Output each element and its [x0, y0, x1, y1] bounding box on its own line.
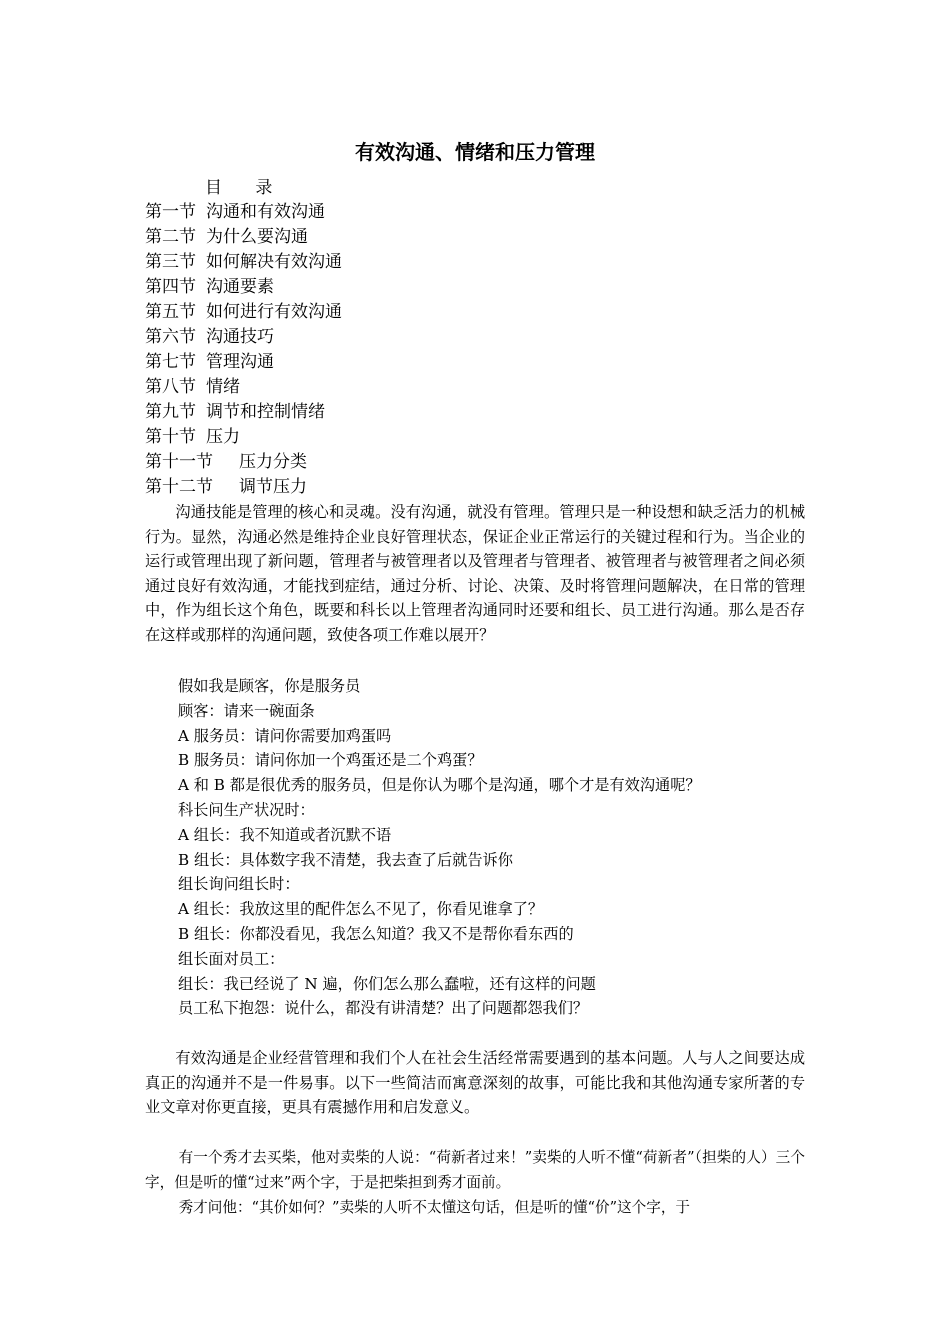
toc-item — [145, 275, 342, 300]
toc-item — [145, 450, 342, 475]
dialog-line: B 组长：具体数字我不清楚，我去查了后就告诉你 — [178, 850, 513, 869]
toc-section-number: 第八节 — [145, 377, 196, 397]
dialog-line: B 组长：你都没看见，我怎么知道？我又不是帮你看东西的 — [178, 924, 574, 943]
toc-section-name: 如何解决有效沟通 — [206, 252, 342, 272]
toc-section-number: 第四节 — [145, 277, 196, 297]
toc-section-number: 第一节 — [145, 202, 196, 222]
intro-section — [145, 500, 805, 648]
toc-section-number: 第七节 — [145, 352, 196, 372]
dialog-line: 假如我是顾客，你是服务员 — [178, 677, 361, 695]
effective-paragraph: 有效沟通是企业经营管理和我们个人在社会生活经常需要遇到的基本问题。人与人之间要达成真正的沟通并不是一件易事。以下一些简洁而寓意深刻的故事，可能比我和其他沟通专家所著的专业文章对你更直接，更具有震撼作用和启发意义。 — [145, 1049, 805, 1117]
toc-section-number: 第六节 — [145, 327, 196, 347]
toc-item — [145, 200, 342, 225]
effective-communication-section — [145, 1046, 805, 1120]
toc-section-number: 第十一节 — [145, 452, 213, 472]
toc-section-name: 调节压力 — [239, 477, 307, 497]
dialog-line: A 服务员：请问你需要加鸡蛋吗 — [178, 726, 392, 745]
toc-section-name: 压力 — [206, 427, 240, 447]
toc-section-number: 第三节 — [145, 252, 196, 272]
toc-section-number: 第二节 — [145, 227, 196, 247]
toc-section-number: 第十节 — [145, 427, 196, 447]
toc-item — [145, 425, 342, 450]
intro-paragraph: 沟通技能是管理的核心和灵魂。没有沟通，就没有管理。管理只是一种设想和缺乏活力的机械行为。显然，沟通必然是维持企业良好管理状态，保证企业正常运行的关键过程和行为。当企业的运行或管理出现了新问题，管理者与被管理者以及管理者与管理者、被管理者与被管理者之间必须通过良好有效沟通，才能找到症结，通过分析、讨论、决策、及时将管理问题解决，在日常的管理中，作为组长这个角色，既要和科长以上管理者沟通同时还要和组长、员工进行沟通。那么是否存在这样或那样的沟通问题，致使各项工作难以展开？ — [145, 503, 805, 644]
dialog-line: 员工私下抱怨：说什么，都没有讲清楚？出了问题都怨我们？ — [178, 999, 589, 1018]
toc-section-name: 情绪 — [206, 377, 240, 397]
toc-item — [145, 350, 342, 375]
dialog-line: A 和 B 都是很优秀的服务员，但是你认为哪个是沟通，哪个才是有效沟通呢？ — [178, 776, 701, 795]
toc-item — [145, 375, 342, 400]
toc-heading: 目 录 — [205, 178, 287, 198]
dialog-line: 组长：我已经说了 N 遍，你们怎么那么蠢啦，还有这样的问题 — [178, 974, 596, 993]
dialog-line: A 组长：我不知道或者沉默不语 — [178, 825, 392, 844]
dialog-line: 组长面对员工： — [178, 949, 285, 968]
toc-section-name: 沟通要素 — [206, 277, 274, 297]
toc-item — [145, 225, 342, 250]
dialog-line: A 组长：我放这里的配件怎么不见了，你看见谁拿了？ — [178, 900, 544, 919]
toc-section-name: 管理沟通 — [206, 352, 274, 372]
toc-section-number: 第五节 — [145, 302, 196, 322]
story-section — [145, 1145, 805, 1220]
toc-item — [145, 250, 342, 275]
toc-section-number: 第九节 — [145, 402, 196, 422]
document-title: 有效沟通、情绪和压力管理 — [355, 140, 595, 164]
dialog-line: 组长询问组长时： — [178, 875, 300, 894]
toc-item — [145, 300, 342, 325]
toc-item — [145, 475, 342, 500]
toc-item — [145, 400, 342, 425]
toc-section-name: 如何进行有效沟通 — [206, 302, 342, 322]
dialog-line: 科长问生产状况时： — [178, 800, 315, 819]
toc-section-name: 压力分类 — [239, 452, 307, 472]
toc-section-name: 沟通和有效沟通 — [206, 202, 325, 222]
story-paragraph: 有一个秀才去买柴，他对卖柴的人说：“荷新者过来！”卖柴的人听不懂“荷新者”（担柴的人）三个字，但是听的懂“过来”两个字，于是把柴担到秀才面前。 — [145, 1149, 805, 1191]
dialog-examples — [178, 674, 701, 1021]
toc-section-name: 沟通技巧 — [206, 327, 274, 347]
toc-section-number: 第十二节 — [145, 477, 213, 497]
toc-section-name: 调节和控制情绪 — [206, 402, 325, 422]
toc-section-name: 为什么要沟通 — [206, 227, 308, 247]
story-paragraph: 秀才问他：“其价如何？”卖柴的人听不太懂这句话，但是听的懂“价”这个字，于 — [178, 1199, 691, 1216]
dialog-line: B 服务员：请问你加一个鸡蛋还是二个鸡蛋？ — [178, 751, 483, 770]
toc-item — [145, 325, 342, 350]
table-of-contents — [145, 200, 342, 500]
dialog-line: 顾客：请来一碗面条 — [178, 701, 315, 720]
